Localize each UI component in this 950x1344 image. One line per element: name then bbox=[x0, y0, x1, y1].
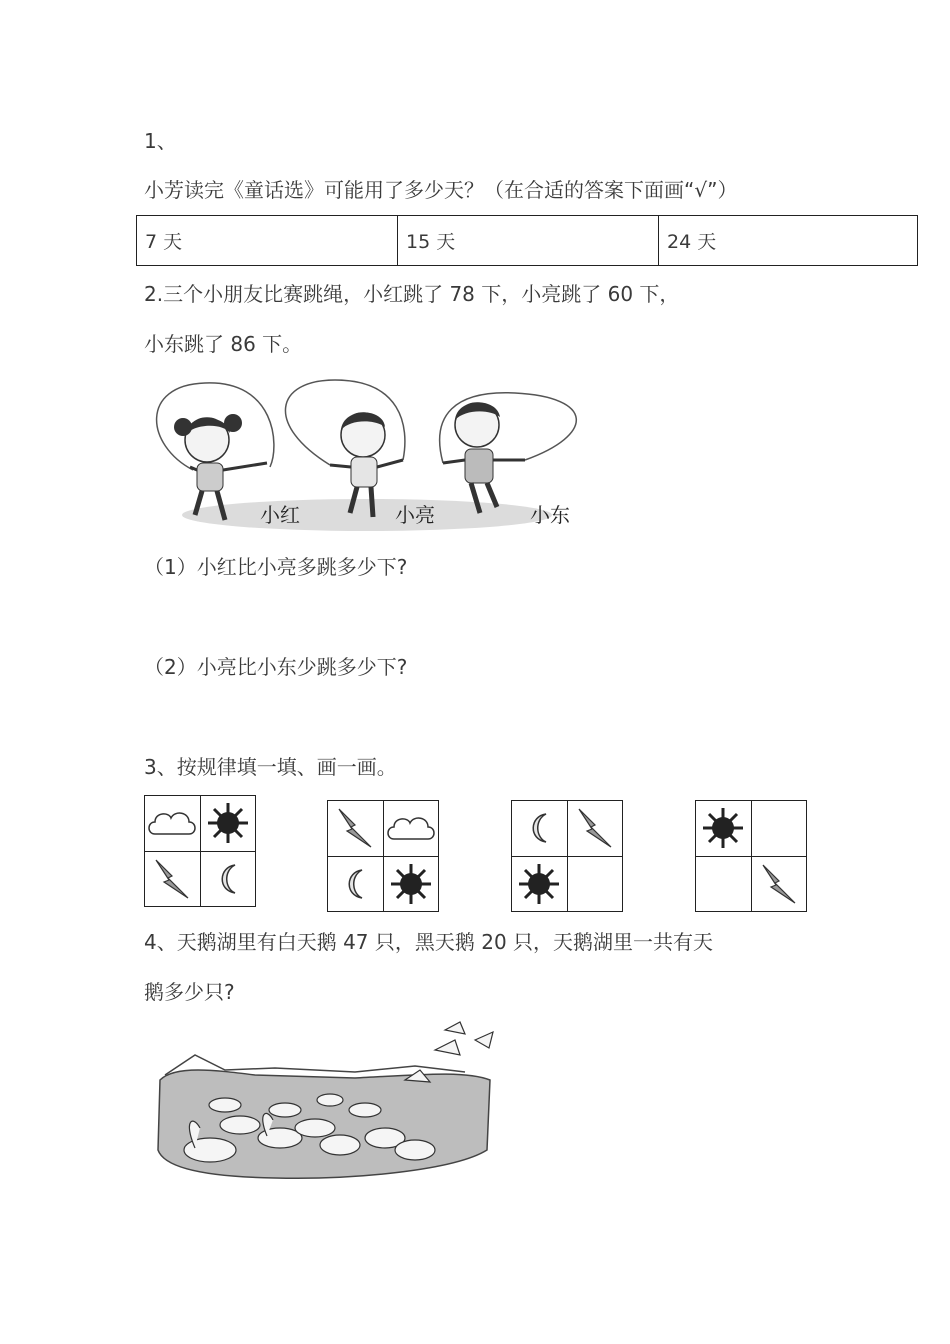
name-label-xiaodong: 小东 bbox=[530, 503, 570, 527]
q4-line2: 鹅多少只? bbox=[144, 980, 235, 1004]
moon-icon bbox=[201, 852, 255, 906]
q1-option-15[interactable]: 15 天 bbox=[398, 216, 659, 266]
empty-answer-cell[interactable] bbox=[568, 857, 622, 911]
sun-icon bbox=[384, 857, 438, 911]
moon-icon bbox=[328, 857, 382, 911]
name-label-xiaohong: 小红 bbox=[260, 503, 300, 527]
q1-options-table bbox=[136, 215, 918, 266]
girl-xiaohong-figure bbox=[157, 383, 274, 520]
name-label-xiaoliang: 小亮 bbox=[395, 503, 435, 527]
pattern-grid-2 bbox=[327, 800, 439, 912]
cloud-icon bbox=[384, 801, 438, 855]
jump-rope-illustration bbox=[145, 375, 590, 535]
pattern-grid-1 bbox=[144, 795, 256, 907]
q1-number: 1、 bbox=[144, 129, 177, 153]
lightning-icon bbox=[568, 801, 622, 855]
q3-title: 3、按规律填一填、画一画。 bbox=[144, 755, 397, 779]
pattern-grid-3 bbox=[511, 800, 623, 912]
q2-sub2: （2）小亮比小东少跳多少下? bbox=[144, 655, 408, 679]
sun-icon bbox=[696, 801, 750, 855]
empty-answer-cell[interactable] bbox=[752, 801, 806, 855]
lightning-icon bbox=[752, 857, 806, 911]
q2-sub1: （1）小红比小亮多跳多少下? bbox=[144, 555, 408, 579]
q1-question: 小芳读完《童话选》可能用了多少天？（在合适的答案下面画“√”） bbox=[144, 178, 738, 202]
q1-option-24[interactable]: 24 天 bbox=[659, 216, 918, 266]
boy-xiaodong-figure bbox=[440, 393, 577, 513]
swan-lake-illustration bbox=[155, 1020, 500, 1185]
boy-xiaoliang-figure bbox=[285, 380, 404, 517]
sun-icon bbox=[512, 857, 566, 911]
empty-answer-cell[interactable] bbox=[696, 857, 750, 911]
q4-line1: 4、天鹅湖里有白天鹅 47 只，黑天鹅 20 只，天鹅湖里一共有天 bbox=[144, 930, 714, 954]
lightning-icon bbox=[328, 801, 382, 855]
q2-line1: 2.三个小朋友比赛跳绳，小红跳了 78 下，小亮跳了 60 下， bbox=[144, 282, 680, 306]
q1-option-7[interactable]: 7 天 bbox=[137, 216, 398, 266]
cloud-icon bbox=[145, 796, 199, 850]
sun-icon bbox=[201, 796, 255, 850]
moon-icon bbox=[512, 801, 566, 855]
pattern-grid-4 bbox=[695, 800, 807, 912]
q2-line2: 小东跳了 86 下。 bbox=[144, 332, 303, 356]
lightning-icon bbox=[145, 852, 199, 906]
